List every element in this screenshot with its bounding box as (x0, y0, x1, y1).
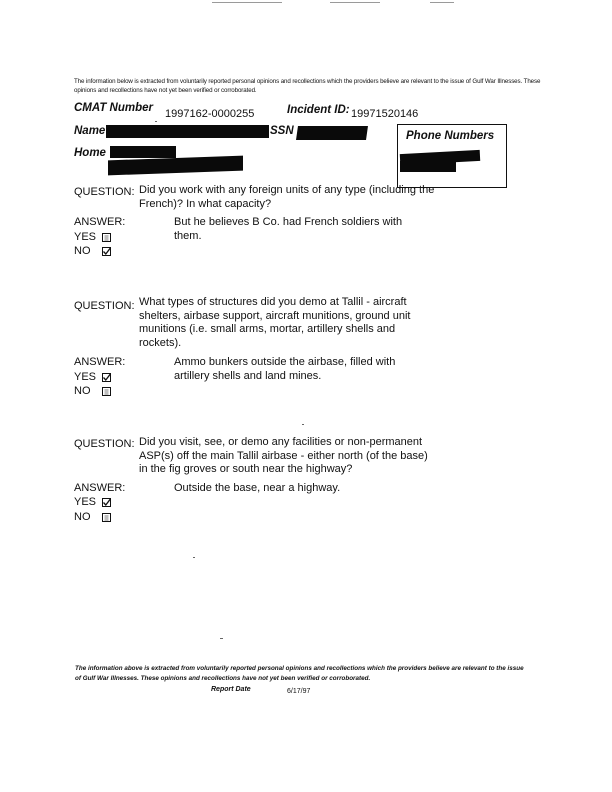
home-label: Home (74, 147, 106, 159)
no-checkbox[interactable] (102, 387, 110, 395)
name-redaction (106, 125, 269, 138)
ssn-redaction (296, 126, 368, 140)
question-text: Did you visit, see, or demo any facilities or non-permanent ASP(s) off the main Tallil airbase - either north (of the base) in the fig groves or south near the highway? (139, 436, 428, 475)
incident-value: 19971520146 (351, 108, 419, 120)
phone-numbers-title: Phone Numbers (406, 130, 495, 142)
answer-text: Ammo bunkers outside the airbase, filled with artillery shells and land mines. (174, 356, 396, 382)
no-label: NO (74, 245, 91, 257)
question-text: What types of structures did you demo at Tallil - aircraft shelters, airbase support, aircraft munitions, ground unit munitions (i.e. small arms, mortar, artillery shells and rockets). (139, 296, 411, 349)
yes-checkbox[interactable] (102, 373, 110, 381)
scan-line-artifact (212, 2, 282, 3)
scan-speck (220, 638, 223, 639)
empty-box-icon (105, 390, 109, 394)
yes-checkbox[interactable] (102, 498, 110, 506)
yes-label: YES (74, 231, 97, 243)
scan-speck (155, 121, 157, 122)
scan-speck (193, 557, 195, 558)
checkmark-icon (104, 499, 111, 505)
question-label: QUESTION: (74, 186, 135, 198)
home-redaction (110, 146, 176, 158)
ssn-label: SSN (270, 125, 294, 137)
yes-label: YES (74, 371, 97, 383)
home-redaction (108, 156, 243, 176)
scan-speck (302, 424, 304, 425)
phone-redaction (400, 161, 456, 172)
cmat-label: CMAT Number (74, 102, 154, 114)
no-label: NO (74, 385, 91, 397)
incident-label: Incident ID: (287, 104, 350, 116)
no-checkbox[interactable] (102, 513, 110, 521)
top-disclaimer: The information below is extracted from voluntarily reported personal opinions and recollections which the providers believe are relevant to the issue of Gulf War Illnesses. These opinions and recollections have not yet been verified or corroborated. (74, 78, 541, 94)
answer-text: But he believes B Co. had French soldiers with them. (174, 216, 403, 242)
no-checkbox[interactable] (102, 247, 110, 255)
yes-checkbox[interactable] (102, 233, 110, 241)
question-label: QUESTION: (74, 300, 135, 312)
checkmark-icon (104, 248, 111, 254)
report-date-label: Report Date (211, 686, 251, 693)
name-label: Name (74, 125, 106, 137)
answer-label: ANSWER: (74, 356, 126, 368)
answer-label: ANSWER: (74, 482, 126, 494)
empty-box-icon (105, 236, 109, 240)
scan-line-artifact (330, 2, 380, 3)
no-label: NO (74, 511, 91, 523)
footer-disclaimer: The information above is extracted from voluntarily reported personal opinions and recollections which the providers believe are relevant to the issue of Gulf War Illnesses. These opinions and recollections have not yet been verified or corroborated. (75, 665, 524, 682)
answer-text: Outside the base, near a highway. (174, 482, 341, 494)
question-label: QUESTION: (74, 438, 135, 450)
checkmark-icon (104, 374, 111, 380)
empty-box-icon (105, 516, 109, 520)
report-date-value: 6/17/97 (287, 688, 311, 695)
question-text: Did you work with any foreign units of any type (including the French)? In what capacity? (139, 184, 435, 210)
scan-line-artifact (430, 2, 454, 3)
answer-label: ANSWER: (74, 216, 126, 228)
cmat-value: 1997162-0000255 (165, 108, 255, 120)
yes-label: YES (74, 496, 97, 508)
